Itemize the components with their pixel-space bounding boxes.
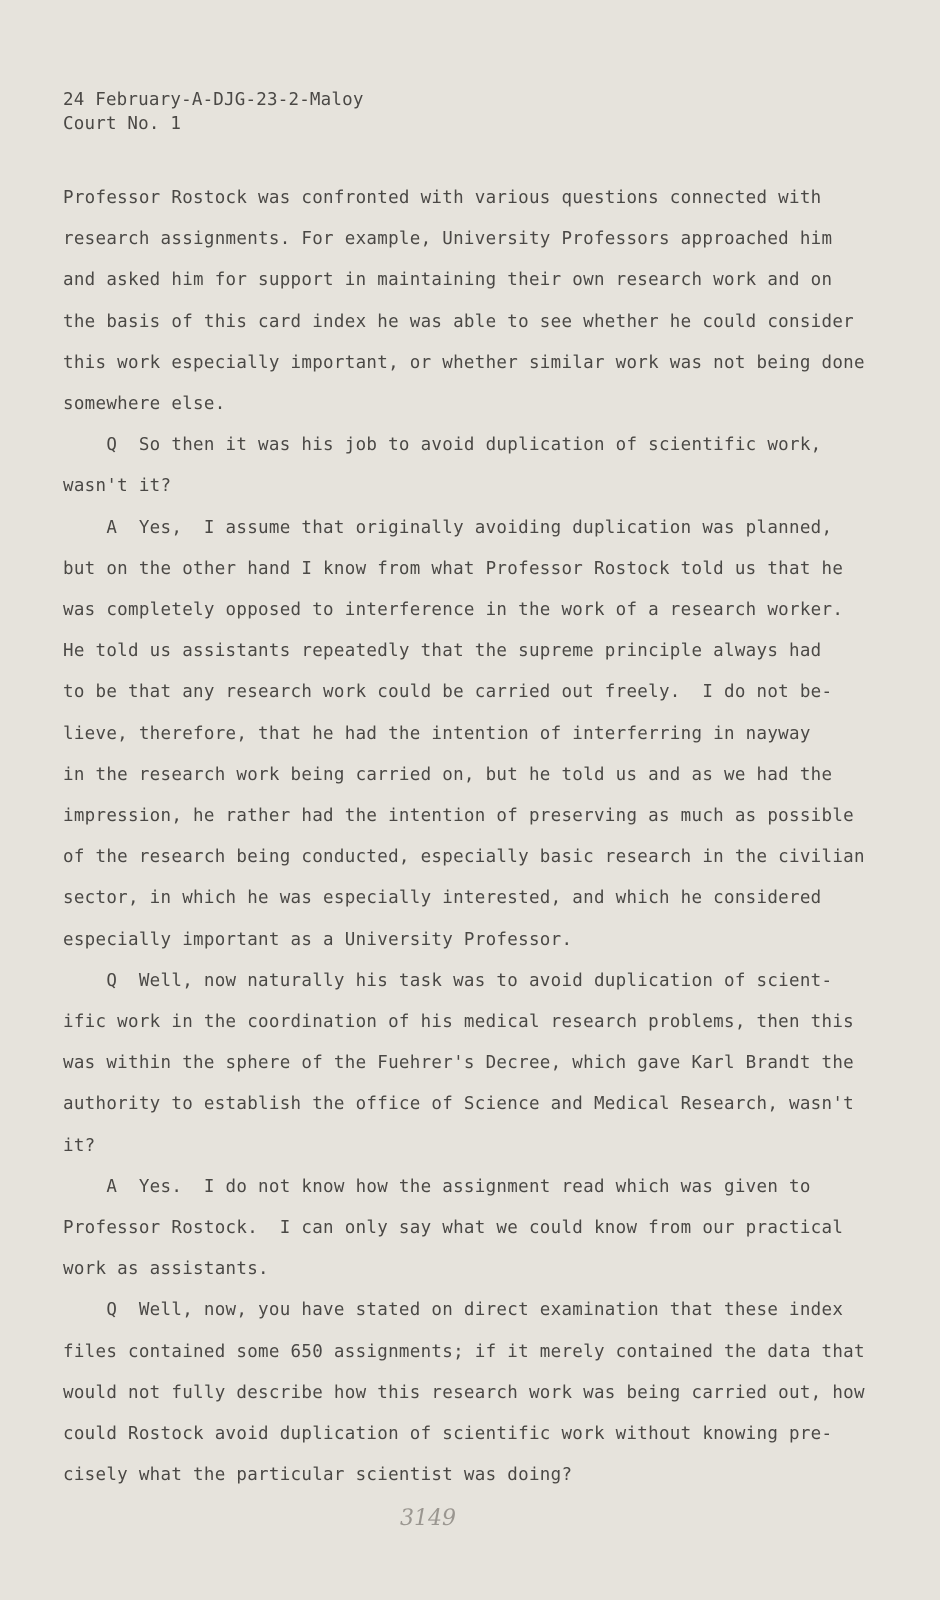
transcript-line: to be that any research work could be carried out freely. I do not be- xyxy=(63,682,833,703)
transcript-line: impression, he rather had the intention of preserving as much as possible xyxy=(63,806,855,827)
transcript-line: could Rostock avoid duplication of scientific work without knowing pre- xyxy=(63,1424,833,1445)
transcript-line: authority to establish the office of Science and Medical Research, wasn't xyxy=(63,1094,855,1115)
transcript-line: it? xyxy=(63,1135,96,1156)
transcript-line: especially important as a University Professor. xyxy=(63,929,573,950)
transcript-line: Q Well, now, you have stated on direct examination that these index xyxy=(63,1300,844,1321)
header-reference: 24 February-A-DJG-23-2-Maloy xyxy=(63,90,364,110)
transcript-line: would not fully describe how this research work was being carried out, how xyxy=(63,1382,865,1403)
transcript-line: research assignments. For example, University Professors approached him xyxy=(63,229,833,250)
transcript-line: Professor Rostock was confronted with various questions connected with xyxy=(63,188,822,208)
page-number: 3149 xyxy=(400,1506,456,1531)
header-court: Court No. 1 xyxy=(63,114,182,134)
document-header xyxy=(63,88,364,136)
transcript-line: Professor Rostock. I can only say what we could know from our practical xyxy=(63,1218,844,1239)
transcript-body xyxy=(63,178,863,1497)
transcript-line: He told us assistants repeatedly that the supreme principle always had xyxy=(63,641,822,662)
transcript-line: this work especially important, or whether similar work was not being done xyxy=(63,352,865,373)
transcript-line: of the research being conducted, especially basic research in the civilian xyxy=(63,847,865,868)
transcript-line: lieve, therefore, that he had the intention of interferring in nayway xyxy=(63,723,811,744)
transcript-line: work as assistants. xyxy=(63,1259,269,1280)
transcript-line: in the research work being carried on, but he told us and as we had the xyxy=(63,764,833,785)
transcript-line: was completely opposed to interference in the work of a research worker. xyxy=(63,600,844,621)
transcript-line: wasn't it? xyxy=(63,476,172,497)
transcript-line: somewhere else. xyxy=(63,394,226,415)
transcript-line: but on the other hand I know from what Professor Rostock told us that he xyxy=(63,558,844,579)
transcript-line: and asked him for support in maintaining their own research work and on xyxy=(63,270,833,291)
transcript-line: files contained some 650 assignments; if it merely contained the data that xyxy=(63,1341,865,1362)
transcript-line: Q Well, now naturally his task was to avoid duplication of scient- xyxy=(63,970,833,991)
transcript-line: cisely what the particular scientist was doing? xyxy=(63,1465,573,1486)
transcript-line: A Yes, I assume that originally avoiding duplication was planned, xyxy=(63,517,833,538)
transcript-line: sector, in which he was especially interested, and which he considered xyxy=(63,888,822,909)
transcript-line: the basis of this card index he was able to see whether he could consider xyxy=(63,311,855,332)
transcript-line: Q So then it was his job to avoid duplication of scientific work, xyxy=(63,435,822,456)
transcript-line: ific work in the coordination of his medical research problems, then this xyxy=(63,1012,855,1033)
transcript-line: A Yes. I do not know how the assignment read which was given to xyxy=(63,1176,811,1197)
transcript-line: was within the sphere of the Fuehrer's Decree, which gave Karl Brandt the xyxy=(63,1053,855,1074)
